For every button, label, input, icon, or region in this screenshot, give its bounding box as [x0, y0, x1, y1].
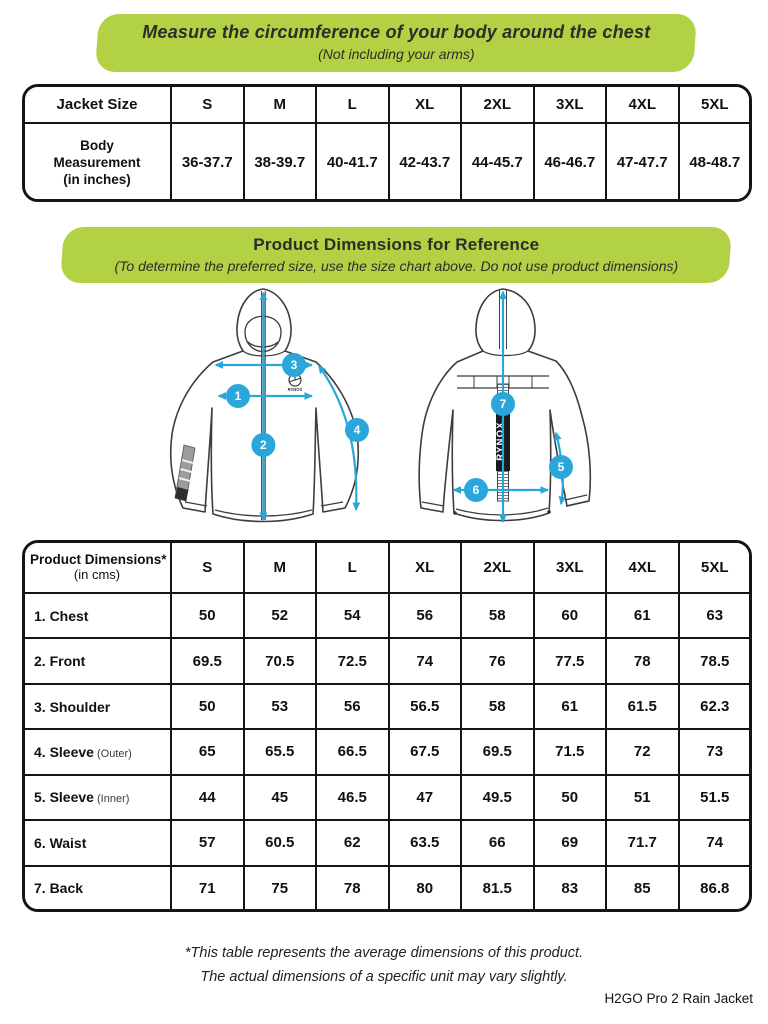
size-column-header: L: [316, 85, 389, 123]
banner2-subtitle: (To determine the preferred size, use the size chart above. Do not use product dimensions): [114, 258, 679, 274]
dimensions-header: Product Dimensions* (in cms): [23, 541, 171, 593]
dimension-value: 56: [389, 593, 462, 638]
dimension-value: 54: [316, 593, 389, 638]
dimension-value: 50: [171, 593, 244, 638]
dimension-value: 50: [534, 775, 607, 820]
size-column-header: S: [171, 85, 244, 123]
chest-measure-banner: [95, 14, 697, 72]
marker-6: [464, 478, 488, 502]
size-column-header: 2XL: [461, 541, 534, 593]
dimension-value: 61: [534, 684, 607, 729]
footnote-line1: *This table represents the average dimensions of this product.: [184, 945, 584, 961]
dimension-value: 86.8: [679, 866, 752, 911]
marker-1: [226, 384, 250, 408]
size-column-header: 3XL: [534, 85, 607, 123]
dimension-value: 63.5: [389, 820, 462, 865]
dimension-row: [23, 775, 751, 820]
dimension-value: 71.5: [534, 729, 607, 774]
footnote-line2: The actual dimensions of a specific unit may vary slightly.: [200, 969, 568, 985]
dimension-row: [23, 593, 751, 638]
svg-text:7: 7: [499, 397, 507, 412]
dimension-value: 47: [389, 775, 462, 820]
dimension-value: 74: [679, 820, 752, 865]
dimension-value: 57: [171, 820, 244, 865]
jacket-size-header: Jacket Size: [23, 85, 171, 123]
dimension-value: 78.5: [679, 638, 752, 683]
body-measurement-value: 42-43.7: [389, 123, 462, 201]
dimension-value: 62: [316, 820, 389, 865]
dimension-value: 46.5: [316, 775, 389, 820]
dimension-label: 7. Back: [23, 866, 171, 911]
dimension-value: 81.5: [461, 866, 534, 911]
size-column-header: 3XL: [534, 541, 607, 593]
dimension-value: 67.5: [389, 729, 462, 774]
body-measurement-value: 46-46.7: [534, 123, 607, 201]
size-column-header: 5XL: [679, 541, 752, 593]
size-column-header: S: [171, 541, 244, 593]
dimension-value: 72: [606, 729, 679, 774]
dimension-value: 45: [244, 775, 317, 820]
dimension-value: 66: [461, 820, 534, 865]
size-column-header: 4XL: [606, 541, 679, 593]
dimension-row: [23, 638, 751, 683]
dimension-value: 63: [679, 593, 752, 638]
dimension-value: 73: [679, 729, 752, 774]
size-column-header: M: [244, 85, 317, 123]
dimension-value: 60.5: [244, 820, 317, 865]
product-dimensions-banner: [60, 227, 732, 283]
dimension-value: 69.5: [461, 729, 534, 774]
svg-text:6: 6: [472, 483, 480, 498]
marker-4: [345, 418, 369, 442]
marker-5: [549, 455, 573, 479]
body-measurement-value: 38-39.7: [244, 123, 317, 201]
dimension-value: 53: [244, 684, 317, 729]
dimension-row: [23, 866, 751, 911]
body-measurement-label: Body Measurement (in inches): [23, 123, 171, 201]
product-name: H2GO Pro 2 Rain Jacket: [604, 991, 753, 1006]
size-column-header: XL: [389, 85, 462, 123]
banner2-title: Product Dimensions for Reference: [253, 235, 540, 254]
body-measurement-value: 36-37.7: [171, 123, 244, 201]
dimension-value: 50: [171, 684, 244, 729]
size-column-header: XL: [389, 541, 462, 593]
dimension-value: 85: [606, 866, 679, 911]
dimension-value: 60: [534, 593, 607, 638]
dimension-value: 62.3: [679, 684, 752, 729]
dimension-label: 6. Waist: [23, 820, 171, 865]
product-dimensions-table: [22, 540, 752, 912]
dimension-value: 83: [534, 866, 607, 911]
dimension-value: 65.5: [244, 729, 317, 774]
size-column-header: L: [316, 541, 389, 593]
dimension-value: 71: [171, 866, 244, 911]
size-column-header: 4XL: [606, 85, 679, 123]
dimension-value: 71.7: [606, 820, 679, 865]
dimension-value: 51: [606, 775, 679, 820]
body-measurement-value: 40-41.7: [316, 123, 389, 201]
size-column-header: 5XL: [679, 85, 752, 123]
product-dimensions-table-frame: [22, 540, 752, 912]
hem-toggle-right: [547, 510, 551, 514]
dimension-value: 74: [389, 638, 462, 683]
marker-7: [491, 392, 515, 416]
dimension-value: 56.5: [389, 684, 462, 729]
dimension-value: 58: [461, 593, 534, 638]
marker-2: [251, 433, 275, 457]
dimension-row: [23, 729, 751, 774]
svg-text:1: 1: [234, 389, 242, 404]
dimension-value: 52: [244, 593, 317, 638]
dimension-value: 51.5: [679, 775, 752, 820]
dimension-value: 75: [244, 866, 317, 911]
chest-logo-text: RYNOX: [287, 387, 303, 392]
dimension-label: 3. Shoulder: [23, 684, 171, 729]
dimension-value: 49.5: [461, 775, 534, 820]
size-column-header: 2XL: [461, 85, 534, 123]
banner1-subtitle: (Not including your arms): [318, 46, 475, 62]
dimension-value: 80: [389, 866, 462, 911]
dimension-value: 69: [534, 820, 607, 865]
dimension-value: 56: [316, 684, 389, 729]
dimension-value: 58: [461, 684, 534, 729]
body-measurement-value: 47-47.7: [606, 123, 679, 201]
dimension-value: 61.5: [606, 684, 679, 729]
dimension-row: [23, 684, 751, 729]
dimension-value: 77.5: [534, 638, 607, 683]
dimension-value: 66.5: [316, 729, 389, 774]
dimension-row: [23, 820, 751, 865]
dimension-label: 2. Front: [23, 638, 171, 683]
back-brand-text: RYNOX: [495, 421, 507, 461]
jacket-back-diagram: [410, 284, 675, 536]
footnote: [22, 941, 746, 989]
svg-text:4: 4: [353, 423, 361, 438]
svg-text:3: 3: [290, 358, 298, 373]
svg-text:2: 2: [260, 438, 267, 453]
dimension-value: 72.5: [316, 638, 389, 683]
dimension-value: 69.5: [171, 638, 244, 683]
dimension-label: 5. Sleeve (Inner): [23, 775, 171, 820]
jacket-size-table-frame: [22, 84, 752, 202]
marker-3: [282, 353, 306, 377]
dimension-value: 78: [316, 866, 389, 911]
size-column-header: M: [244, 541, 317, 593]
dimension-label: 4. Sleeve (Outer): [23, 729, 171, 774]
jacket-size-table: [22, 84, 752, 202]
hem-toggle-left: [453, 511, 457, 515]
svg-text:5: 5: [557, 460, 565, 475]
banner1-title: Measure the circumference of your body around the chest: [142, 22, 651, 42]
dimension-value: 76: [461, 638, 534, 683]
dimension-value: 61: [606, 593, 679, 638]
body-measurement-value: 44-45.7: [461, 123, 534, 201]
body-measurement-value: 48-48.7: [679, 123, 752, 201]
dimension-value: 70.5: [244, 638, 317, 683]
dimension-value: 44: [171, 775, 244, 820]
dimension-value: 65: [171, 729, 244, 774]
dimension-label: 1. Chest: [23, 593, 171, 638]
jacket-front-diagram: [155, 284, 415, 536]
dimension-value: 78: [606, 638, 679, 683]
